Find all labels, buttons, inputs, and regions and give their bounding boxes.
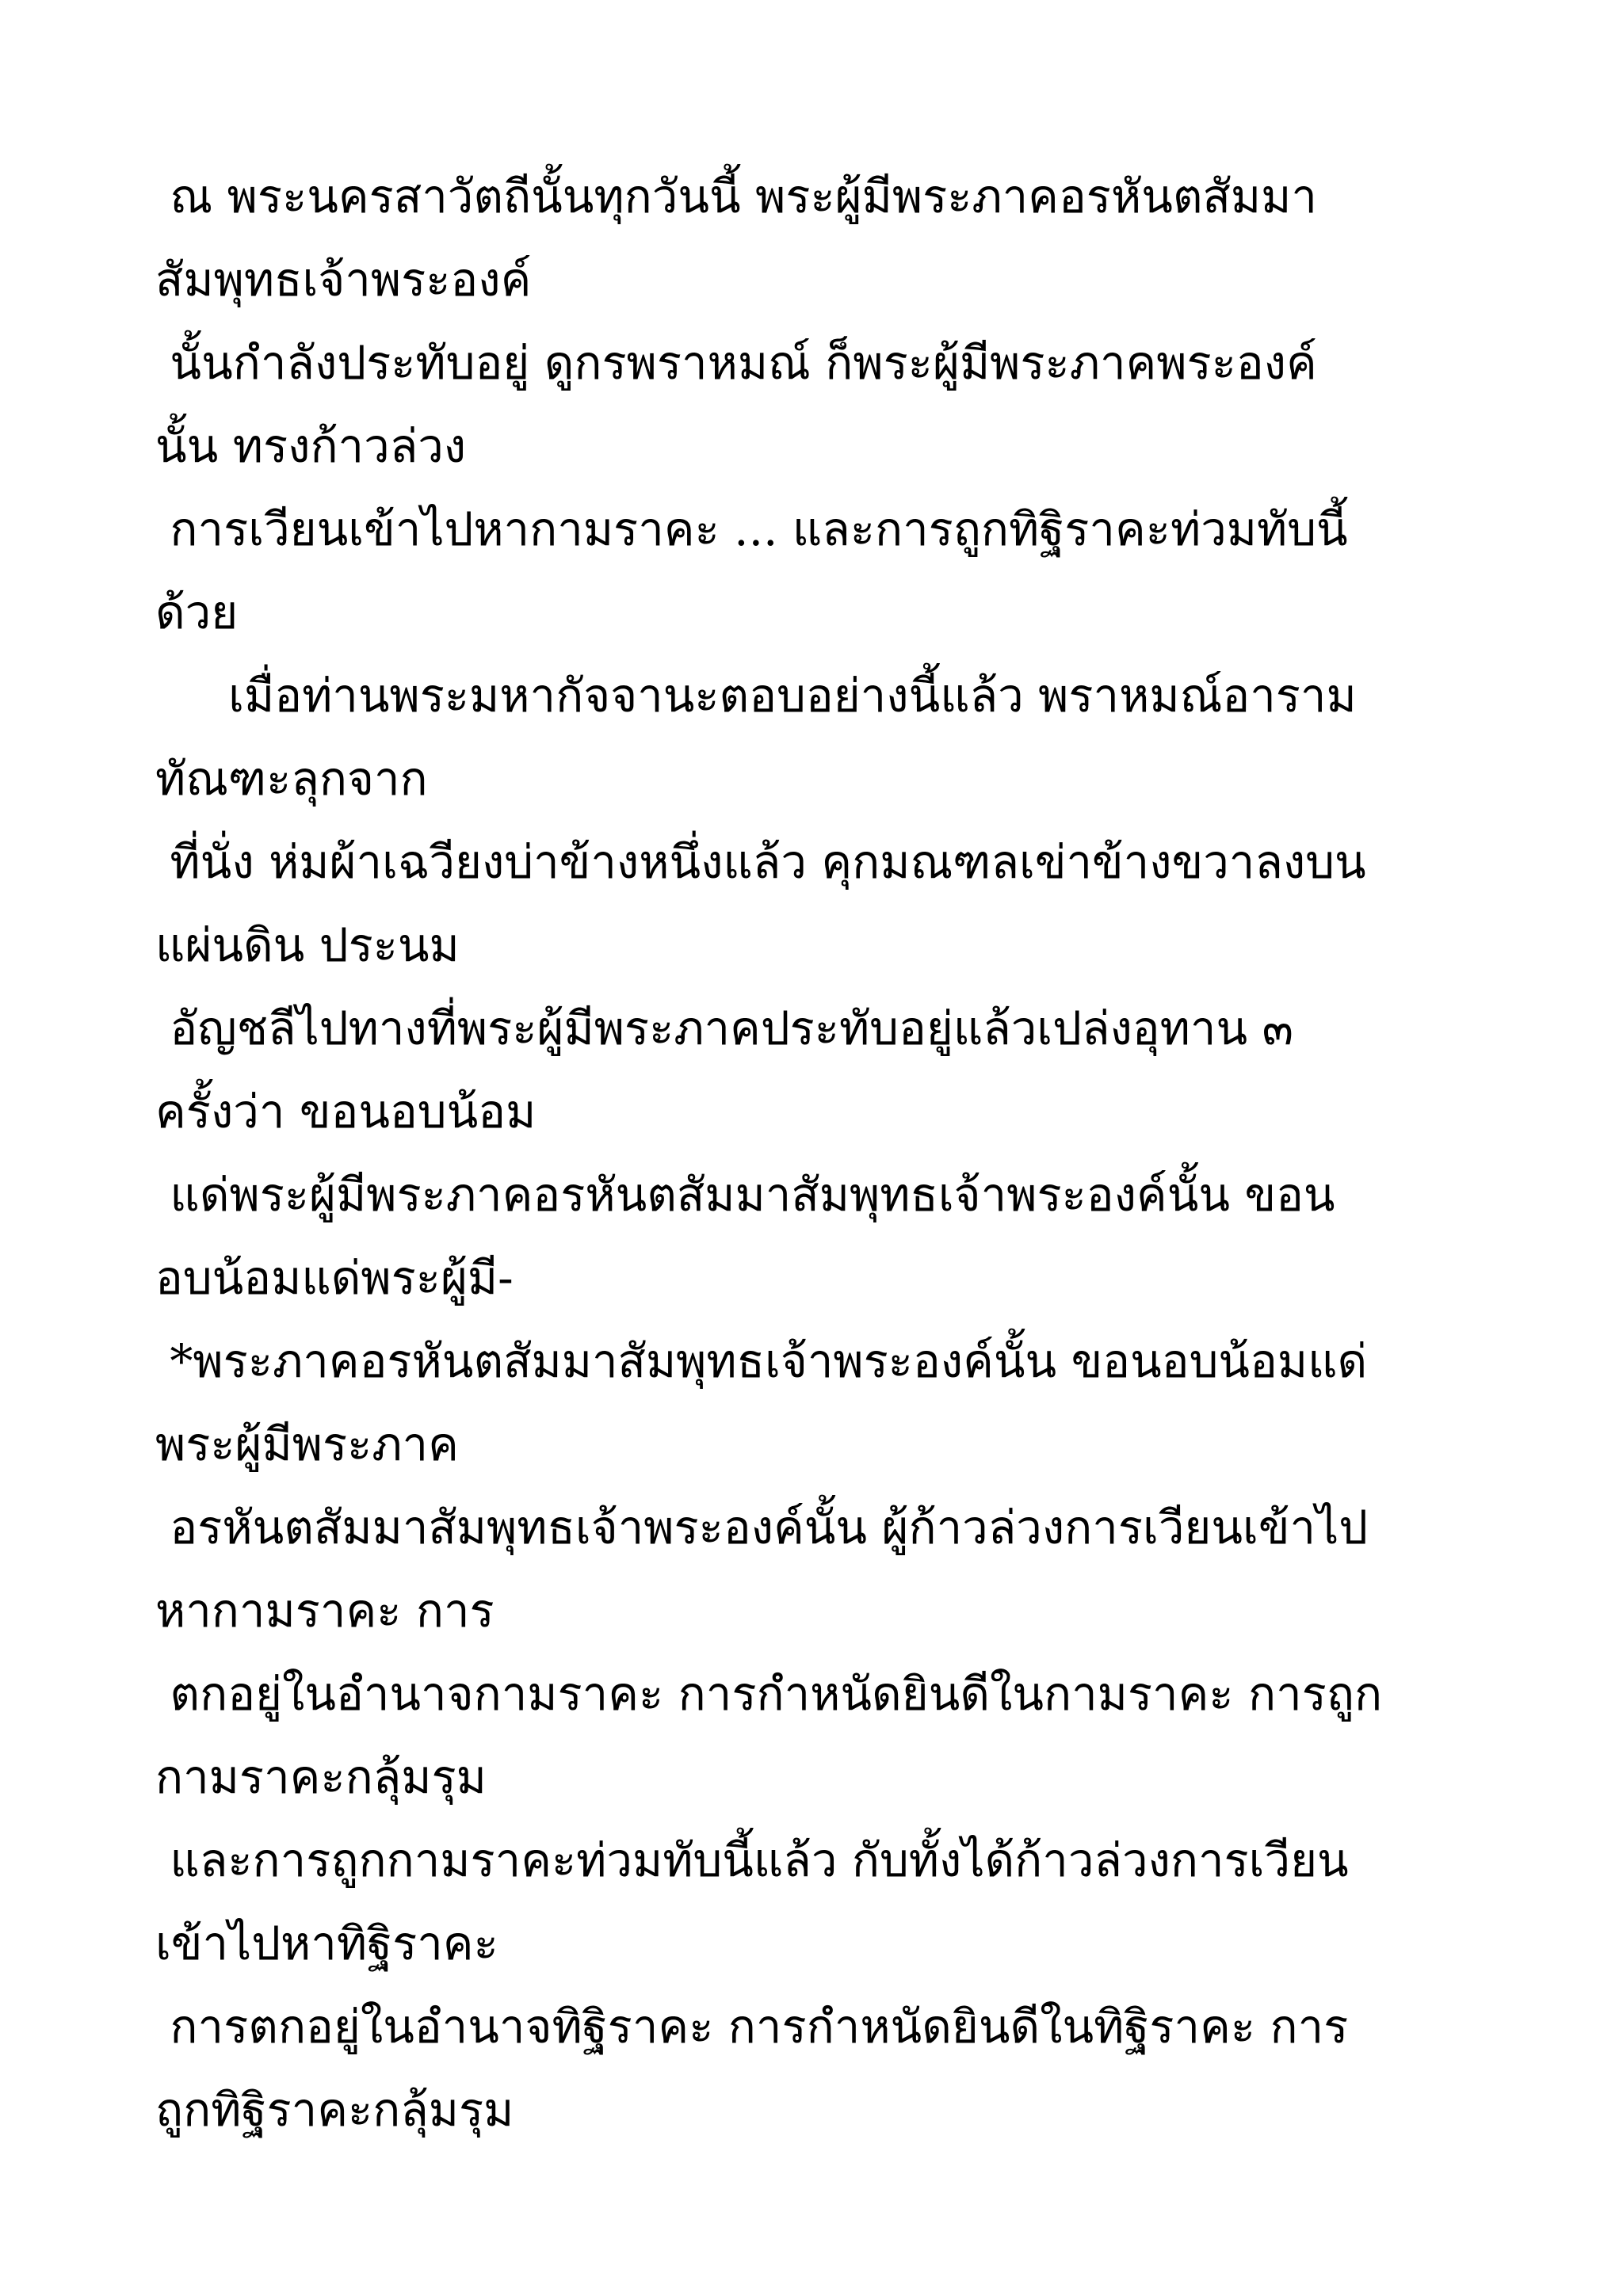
text-line: ด้วย — [155, 585, 239, 639]
text-line: หากามราคะ การ — [155, 1584, 495, 1638]
text-line: ถูกทิฐิราคะกลุ้มรุม — [155, 2083, 514, 2137]
text-line: กามราคะกลุ้มรุม — [155, 1750, 487, 1804]
text-line: สัมพุทธเจ้าพระองค์ — [155, 253, 532, 307]
text-line: ตกอยู่ในอำนาจกามราคะ การกำหนัดยินดีในกามราคะ การถูก — [155, 1667, 1383, 1721]
text-line: แด่พระผู้มีพระภาคอรหันตสัมมาสัมพุทธเจ้าพระองค์นั้น ขอน — [155, 1168, 1335, 1222]
text-line: เข้าไปหาทิฐิราคะ — [155, 1917, 498, 1970]
text-line: การเวียนเข้าไปหากามราคะ ... และการถูกทิฐิราคะท่วมทับนี้ — [155, 502, 1348, 556]
text-line: การตกอยู่ในอำนาจทิฐิราคะ การกำหนัดยินดีในทิฐิราคะ การ — [155, 2000, 1349, 2054]
text-line: ที่นั่ง ห่มผ้าเฉวียงบ่าข้างหนึ่งแล้ว คุกมณฑลเข่าข้างขวาลงบน — [155, 835, 1366, 889]
text-line: นั้นกำลังประทับอยู่ ดูกรพราหมณ์ ก็พระผู้มีพระภาคพระองค์ — [155, 336, 1317, 390]
text-line: เมื่อท่านพระมหากัจจานะตอบอย่างนี้แล้ว พราหมณ์อาราม — [155, 669, 1357, 723]
text-line: ทัณฑะลุกจาก — [155, 752, 428, 806]
text-line: พระผู้มีพระภาค — [155, 1417, 459, 1471]
text-line: แผ่นดิน ประนม — [155, 918, 460, 972]
text-line: ครั้งว่า ขอนอบน้อม — [155, 1085, 537, 1138]
text-line: นั้น ทรงก้าวล่วง — [155, 419, 467, 473]
text-line: อัญชลีไปทางที่พระผู้มีพระภาคประทับอยู่แล้วเปล่งอุทาน ๓ — [155, 1001, 1294, 1055]
text-line: และการถูกกามราคะท่วมทับนี้แล้ว กับทั้งได้ก้าวล่วงการเวียน — [155, 1833, 1349, 1887]
document-body — [155, 155, 1487, 2152]
text-line: อบน้อมแด่พระผู้มี- — [155, 1251, 514, 1305]
text-line: *พระภาคอรหันตสัมมาสัมพุทธเจ้าพระองค์นั้น ขอนอบน้อมแด่ — [155, 1334, 1368, 1388]
text-line: ณ พระนครสาวัตถีนั้นทุกวันนี้ พระผู้มีพระภาคอรหันตสัมมา — [155, 170, 1317, 223]
text-line: อรหันตสัมมาสัมพุทธเจ้าพระองค์นั้น ผู้ก้าวล่วงการเวียนเข้าไป — [155, 1501, 1369, 1554]
